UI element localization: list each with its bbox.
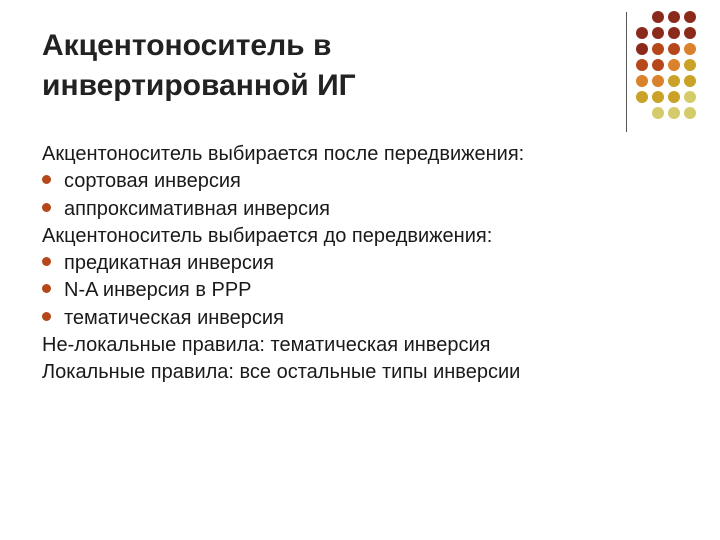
decorative-dot	[636, 75, 648, 87]
decorative-dot	[684, 27, 696, 39]
decorative-dot	[652, 59, 664, 71]
decorative-dot	[636, 43, 648, 55]
decorative-dot	[668, 107, 680, 119]
decorative-dot	[652, 11, 664, 23]
decorative-dot	[668, 11, 680, 23]
decorative-dot	[636, 59, 648, 71]
bullet-dot-icon	[42, 175, 51, 184]
title-line-1: Акцентоноситель в	[42, 29, 332, 62]
body-line-1: Акцентоноситель выбирается после передвижения:	[42, 143, 525, 165]
title-divider	[626, 12, 627, 132]
bullet-item-label: предикатная инверсия	[64, 252, 274, 275]
decorative-dot	[668, 91, 680, 103]
decorative-dot	[636, 27, 648, 39]
decorative-dot	[652, 43, 664, 55]
bullet-dot-icon	[42, 284, 51, 293]
body-line-9: Локальные правила: все остальные типы инверсии	[42, 361, 521, 384]
decorative-dot	[684, 43, 696, 55]
decorative-dot	[652, 107, 664, 119]
bullet-item-2	[42, 196, 682, 223]
bullet-dot-icon	[42, 203, 51, 212]
decorative-dot	[668, 27, 680, 39]
decorative-dot	[684, 75, 696, 87]
decorative-dot	[668, 59, 680, 71]
body-line-8: Не-локальные правила: тематическая инверсия	[42, 334, 491, 357]
bullet-item-label: сортовая инверсия	[64, 170, 241, 193]
decorative-dot	[636, 91, 648, 103]
bullet-item-4	[42, 277, 682, 304]
decorative-dot	[652, 75, 664, 87]
decorative-dot	[652, 91, 664, 103]
bullet-item-label: тематическая инверсия	[64, 306, 284, 329]
slide-title	[42, 26, 602, 106]
bullet-item-label: N-A инверсия в PPP	[64, 279, 252, 302]
bullet-item-5	[42, 305, 682, 332]
bullet-item-label: аппроксимативная инверсия	[64, 197, 330, 220]
bullet-item-1	[42, 168, 682, 195]
slide-body	[42, 141, 682, 387]
bullet-item-3	[42, 250, 682, 277]
decorative-dot	[684, 107, 696, 119]
bullet-dot-icon	[42, 257, 51, 266]
decorative-dot	[652, 27, 664, 39]
bullet-dot-icon	[42, 312, 51, 321]
decorative-dot	[684, 59, 696, 71]
title-line-2: инвертированной ИГ	[42, 69, 356, 102]
body-line-4: Акцентоноситель выбирается до передвижения:	[42, 224, 493, 247]
decorative-dot	[684, 11, 696, 23]
decorative-dot	[684, 91, 696, 103]
decorative-dot	[668, 43, 680, 55]
decorative-dot	[668, 75, 680, 87]
